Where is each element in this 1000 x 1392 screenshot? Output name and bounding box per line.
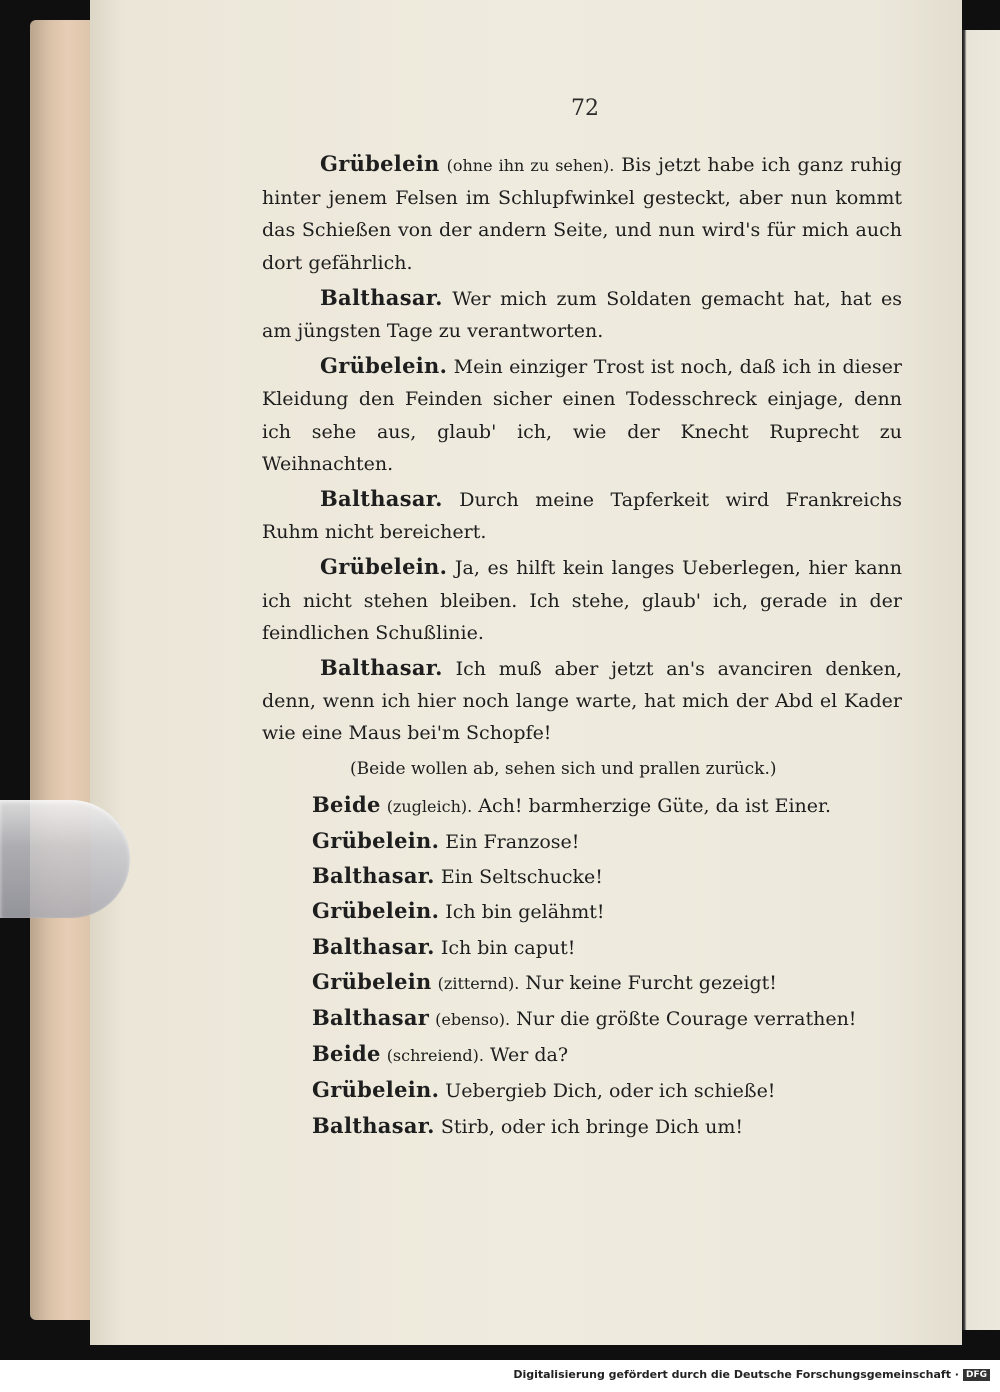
dialogue-line [262,652,902,750]
short-line [262,860,902,893]
stage-note: (ebenso). [435,1010,511,1030]
dialogue-line [262,350,902,480]
line-text: Ich bin gelähmt! [445,901,605,924]
dialogue-line [262,551,902,649]
speaker-name: Balthasar. [312,933,435,959]
short-line [262,931,902,964]
short-line [262,1002,902,1036]
page-number: 72 [571,96,599,121]
line-text: Stirb, oder ich bringe Dich um! [440,1115,743,1138]
book-edge [30,20,92,1320]
stage-note: (zitternd). [437,973,520,993]
stage-note: (zugleich). [386,796,473,816]
line-text: Wer mich zum Soldaten gemacht hat, hat es am jüngsten Tage zu verantworten. [262,287,902,343]
line-text: Mein einziger Trost ist noch, daß ich in dieser Kleidung den Feinden sicher einen Todesschreck einjage, denn ich sehe aus, glaub' ich, wie der Knecht Ruprecht zu Weihnachten. [262,356,903,475]
speaker-name: Balthasar. [320,284,443,310]
line-text: Bis jetzt habe ich ganz ruhig hinter jenem Felsen im Schlupfwinkel gesteckt, aber nun kommt das Schießen von der andern Seite, und nun wird's für mich auch dort gefährlich. [262,154,902,274]
speaker-name: Beide [312,1041,381,1067]
line-text: Nur keine Furcht gezeigt! [525,971,777,994]
dialogue-line [262,282,902,347]
short-line [262,895,902,928]
line-text: Durch meine Tapferkeit wird Frankreichs Ruhm nicht bereichert. [262,489,902,544]
dialogue-line [262,148,902,279]
short-line [262,1110,902,1143]
speaker-name: Grübelein. [312,898,440,924]
short-line [262,1074,902,1107]
stage-note: (schreiend). [386,1046,484,1066]
footer-credit [0,1368,990,1381]
line-text: Ich muß aber jetzt an's avanciren denken, denn, wenn ich hier noch lange warte, hat mich der Abd el Kader wie eine Maus bei'm Schopfe! [262,658,903,745]
dialogue-line [262,483,902,548]
dfg-logo: DFG [963,1369,990,1381]
speaker-name: Grübelein. [320,554,448,580]
line-text: Ja, es hilft kein langes Ueberlegen, hier kann ich nicht stehen bleiben. Ich stehe, glaub' ich, gerade in der feindlichen Schußlinie. [262,557,902,644]
line-text: Ein Franzose! [445,831,580,854]
line-text: Ich bin caput! [440,936,576,959]
speaker-name: Beide [312,791,381,817]
speaker-name: Grübelein. [312,1077,440,1103]
footer-text: Digitalisierung gefördert durch die Deutsche Forschungsgemeinschaft · [513,1368,959,1381]
stage-note: (ohne ihn zu sehen). [446,156,615,175]
page-clip [0,800,130,918]
line-text: Ach! barmherzige Güte, da ist Einer. [478,794,832,817]
short-line [262,825,902,858]
speaker-name: Grübelein. [312,828,440,854]
short-line [262,789,902,823]
line-text: Nur die größte Courage verrathen! [516,1008,857,1031]
stage-direction: (Beide wollen ab, sehen sich und prallen zurück.) [350,758,777,779]
speaker-name: Balthasar. [320,486,443,512]
speaker-name: Balthasar. [320,655,443,681]
speaker-name: Grübelein. [320,353,448,379]
facing-page-edge [962,30,1000,1330]
page-text [262,148,902,1145]
speaker-name: Balthasar. [312,863,435,889]
speaker-name: Grübelein [312,968,432,994]
speaker-name: Grübelein [320,151,440,176]
short-line [262,1038,902,1072]
short-line [262,966,902,1000]
line-text: Wer da? [490,1044,569,1067]
speaker-name: Balthasar [312,1005,430,1031]
line-text: Ein Seltschucke! [440,866,603,889]
speaker-name: Balthasar. [312,1112,435,1138]
line-text: Uebergieb Dich, oder ich schieße! [445,1080,776,1103]
